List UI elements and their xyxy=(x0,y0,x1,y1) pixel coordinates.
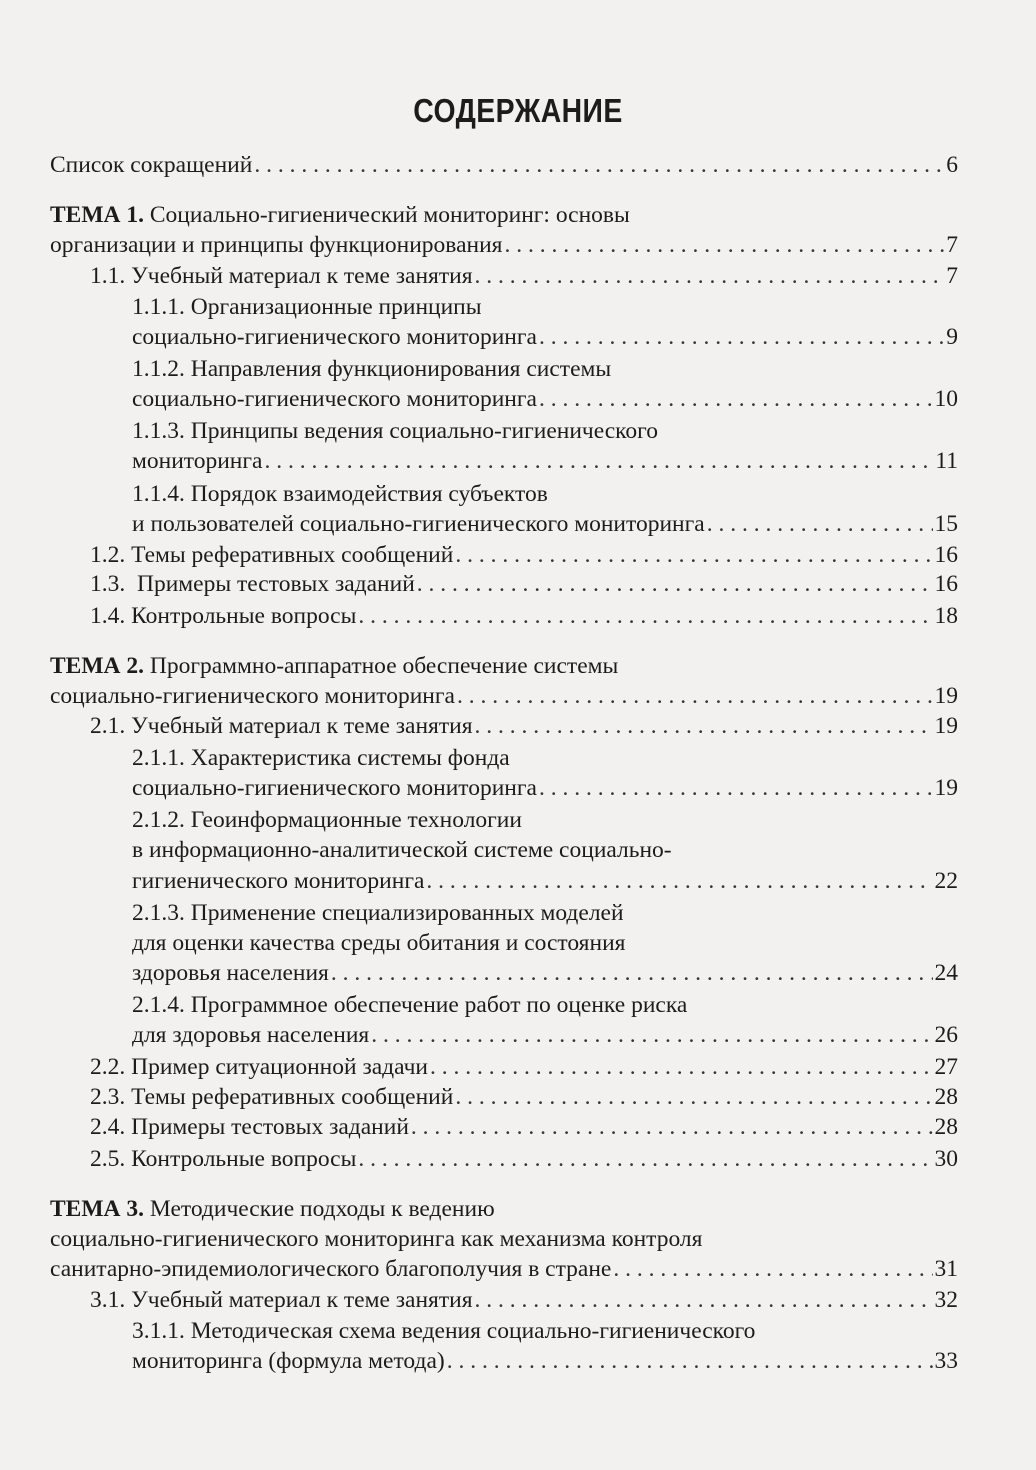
toc-entry xyxy=(132,477,548,511)
dot-leader xyxy=(264,444,933,478)
toc-entry xyxy=(50,228,958,262)
toc-entry xyxy=(90,599,958,633)
toc-entry xyxy=(132,414,658,448)
toc-entry xyxy=(132,320,958,354)
page-number: 16 xyxy=(934,571,958,597)
toc-entry-text: 1.1.4. Порядок взаимодействия субъектов xyxy=(132,481,548,507)
page-number: 16 xyxy=(934,542,958,568)
dot-leader xyxy=(430,1050,933,1084)
dot-leader xyxy=(475,259,945,293)
toc-entry-text: 2.1.3. Применение специализированных моделей xyxy=(132,900,624,926)
toc-entry-text: 3.1. Учебный материал к теме занятия xyxy=(90,1287,473,1313)
dot-leader xyxy=(457,679,933,713)
dot-leader xyxy=(358,599,932,633)
toc-entry-text: 2.1. Учебный материал к теме занятия xyxy=(90,713,473,739)
toc-entry xyxy=(132,352,611,386)
page-title: СОДЕРЖАНИЕ xyxy=(413,92,623,129)
page-number: 15 xyxy=(934,511,958,537)
toc-entry-text: социально-гигиенического мониторинга xyxy=(132,386,537,412)
toc-entry xyxy=(90,1283,958,1317)
page-number: 31 xyxy=(934,1256,958,1282)
toc-entry-text: санитарно-эпидемиологического благополучия в стране xyxy=(50,1256,612,1282)
dot-leader xyxy=(331,956,933,990)
toc-entry-text: 1.1.3. Принципы ведения социально-гигиенического xyxy=(132,418,658,444)
toc-entry-text: Список сокращений xyxy=(50,152,253,178)
toc-entry-text: 1.1. Учебный материал к теме занятия xyxy=(90,263,473,289)
toc-entry-text: ТЕМА 2. Программно-аппаратное обеспечение системы xyxy=(50,653,619,679)
toc-entry xyxy=(132,382,958,416)
toc-entry xyxy=(50,1222,702,1256)
page-number: 19 xyxy=(934,775,958,801)
page-number: 28 xyxy=(934,1084,958,1110)
toc-entry-text: 2.2. Пример ситуационной задачи xyxy=(90,1054,428,1080)
toc-entry-text: для оценки качества среды обитания и состояния xyxy=(132,930,626,956)
dot-leader xyxy=(504,228,944,262)
dot-leader xyxy=(475,709,933,743)
toc-entry xyxy=(132,896,624,930)
toc-entry-text: 1.4. Контрольные вопросы xyxy=(90,603,357,629)
toc-entry-text: 2.5. Контрольные вопросы xyxy=(90,1146,357,1172)
page-number: 26 xyxy=(934,1022,958,1048)
toc-entry xyxy=(90,1142,958,1176)
toc-entry-text: 2.1.4. Программное обеспечение работ по оценке риска xyxy=(132,992,688,1018)
toc-entry-text: мониторинга xyxy=(132,448,263,474)
toc-entry xyxy=(132,926,625,960)
toc-entry xyxy=(90,259,958,293)
toc-entry-text: и пользователей социально-гигиенического мониторинга xyxy=(132,511,705,537)
page-number: 18 xyxy=(934,603,958,629)
page-number: 30 xyxy=(934,1146,958,1172)
toc-entry xyxy=(50,198,630,232)
page-number: 6 xyxy=(946,152,958,178)
page-number: 19 xyxy=(934,683,958,709)
toc-entry xyxy=(132,771,958,805)
toc-entry xyxy=(132,1314,755,1348)
toc-entry xyxy=(132,1344,958,1378)
toc-topic-label: ТЕМА 1. xyxy=(50,202,144,228)
dot-leader xyxy=(417,567,933,601)
dot-leader xyxy=(411,1110,933,1144)
toc-entry-text: 1.1.2. Направления функционирования системы xyxy=(132,356,612,382)
dot-leader xyxy=(455,1080,932,1114)
toc-entry xyxy=(132,444,958,478)
toc-entry xyxy=(90,709,958,743)
toc-entry-text: ТЕМА 3. Методические подходы к ведению xyxy=(50,1196,495,1222)
toc-entry-text: 1.2. Темы реферативных сообщений xyxy=(90,542,454,568)
toc-entry-text: 2.1.1. Характеристика системы фонда xyxy=(132,745,510,771)
toc-topic-label: ТЕМА 2. xyxy=(50,653,144,679)
toc-entry-text: 2.4. Примеры тестовых заданий xyxy=(90,1114,409,1140)
toc-entry xyxy=(50,148,958,182)
page-number: 32 xyxy=(934,1287,958,1313)
toc-entry-text: 1.1.1. Организационные принципы xyxy=(132,294,482,320)
toc-entry-text: мониторинга (формула метода) xyxy=(132,1348,445,1374)
toc-entry-text: здоровья населения xyxy=(132,960,329,986)
toc-entry-text: в информационно-аналитической системе социально- xyxy=(132,837,672,863)
toc-entry xyxy=(132,833,672,867)
page-number: 7 xyxy=(946,232,958,258)
toc-entry xyxy=(132,507,958,541)
page-number: 24 xyxy=(934,960,958,986)
toc-entry xyxy=(90,1050,958,1084)
dot-leader xyxy=(254,148,944,182)
toc-entry-text: социально-гигиенического мониторинга как механизма контроля xyxy=(50,1226,703,1252)
toc-entry xyxy=(132,864,958,898)
toc-entry-text: социально-гигиенического мониторинга xyxy=(50,683,455,709)
toc-entry-text: социально-гигиенического мониторинга xyxy=(132,324,537,350)
dot-leader xyxy=(358,1142,932,1176)
toc-topic-label: ТЕМА 3. xyxy=(50,1196,144,1222)
page-number: 7 xyxy=(946,263,958,289)
page-number: 10 xyxy=(934,386,958,412)
toc-entry xyxy=(50,1192,495,1226)
dot-leader xyxy=(539,320,944,354)
page-number: 33 xyxy=(934,1348,958,1374)
toc-entry-text: 3.1.1. Методическая схема ведения социально-гигиенического xyxy=(132,1318,756,1344)
toc-entry-text: социально-гигиенического мониторинга xyxy=(132,775,537,801)
dot-leader xyxy=(475,1283,933,1317)
toc-entry-text: 1.3. Примеры тестовых заданий xyxy=(90,571,415,597)
toc-entry xyxy=(132,290,482,324)
toc-entry-text: 2.3. Темы реферативных сообщений xyxy=(90,1084,454,1110)
page-number: 19 xyxy=(934,713,958,739)
dot-leader xyxy=(707,507,933,541)
toc-entry-text: организации и принципы функционирования xyxy=(50,232,503,258)
toc-entry xyxy=(132,803,522,837)
toc-entry xyxy=(50,679,958,713)
toc-entry xyxy=(132,988,687,1022)
page-number: 9 xyxy=(946,324,958,350)
toc-entry xyxy=(90,567,958,601)
toc-entry xyxy=(90,1080,958,1114)
page-number: 11 xyxy=(935,448,958,474)
page-number: 27 xyxy=(934,1054,958,1080)
dot-leader xyxy=(426,864,932,898)
toc-entry-text: гигиенического мониторинга xyxy=(132,868,425,894)
toc-entry xyxy=(132,956,958,990)
dot-leader xyxy=(539,382,933,416)
toc-entry-text: 2.1.2. Геоинформационные технологии xyxy=(132,807,522,833)
toc-entry-text: для здоровья населения xyxy=(132,1022,370,1048)
dot-leader xyxy=(447,1344,933,1378)
toc-entry xyxy=(50,1252,958,1286)
toc-entry-text: ТЕМА 1. Социально-гигиенический мониторинг: основы xyxy=(50,202,630,228)
toc-entry xyxy=(50,649,618,683)
dot-leader xyxy=(613,1252,932,1286)
page-number: 28 xyxy=(934,1114,958,1140)
toc-entry xyxy=(132,1018,958,1052)
toc-entry xyxy=(132,741,510,775)
toc-entry xyxy=(90,1110,958,1144)
dot-leader xyxy=(371,1018,932,1052)
page-number: 22 xyxy=(934,868,958,894)
dot-leader xyxy=(539,771,933,805)
